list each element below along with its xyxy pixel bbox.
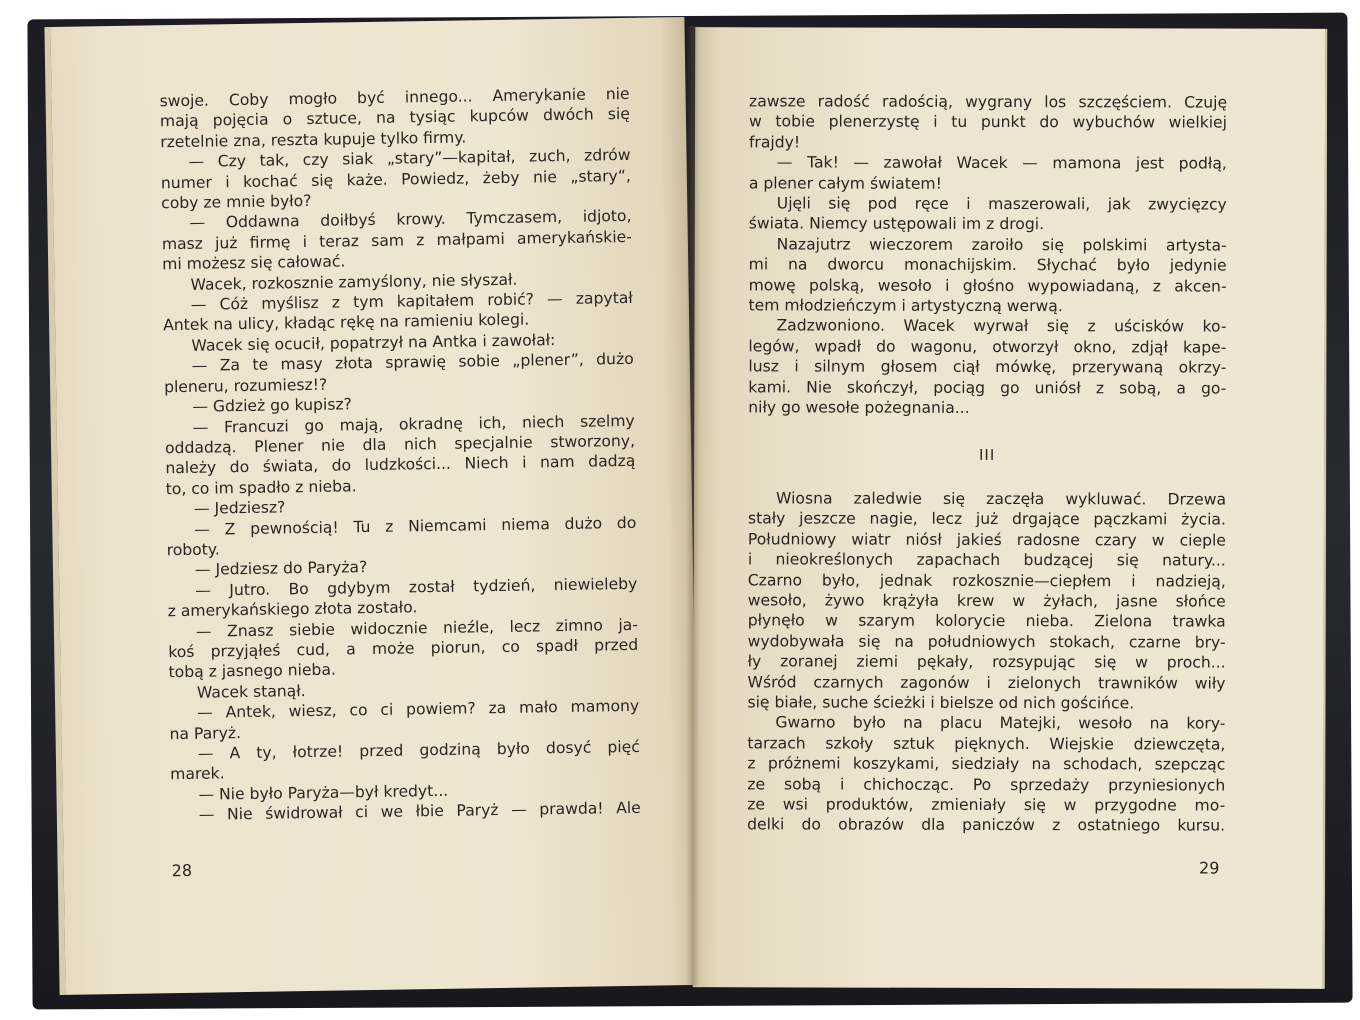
text-line: — Z pewnością! Tu z Niemcami niema dużo do — [194, 513, 637, 539]
text-line: Gwarno było na placu Matejki, wesoło na kory- — [775, 713, 1226, 733]
text-line: — Jutro. Bo gdybym został tydzień, niewieleby — [195, 574, 638, 600]
text-line: mają pojęcia o sztuce, na tysiąc kupców dwóch się — [159, 105, 631, 131]
text-line: ły zoranej ziemi pękały, rozsypując się w proch... — [747, 652, 1226, 672]
text-line: Wśród czarnych zagonów i zielonych trawników wiły — [747, 672, 1226, 693]
text-line: z próżnemi koszykami, siedziały na schodach, szepcząc — [747, 754, 1226, 774]
text-line: ze sobą i chichocząc. Po sprzedaży przyniesionych — [747, 774, 1226, 795]
text-line: — Znasz siebie widocznie nieźle, lecz zimno ja- — [195, 615, 639, 641]
text-line: tobą z jasnego nieba. — [168, 660, 337, 682]
right-page — [693, 27, 1328, 989]
text-line: — Francuzi go mają, okradnę ich, niech szelmy — [192, 411, 635, 437]
text-line: — Gdzież go kupisz? — [192, 395, 352, 416]
text-line: tarzach szkoły sztuk pięknych. Wiejskie dziewczęta, — [747, 734, 1226, 754]
text-line: zawsze radość radością, wygrany los szczęściem. Czuję — [749, 92, 1228, 112]
left-page-text — [159, 84, 640, 826]
text-line: to, co im spadło z nieba. — [165, 476, 357, 498]
text-line: w tobie plenerzystę i tu punkt do wybuchów wielkiej — [748, 112, 1228, 132]
right-page-number: 29 — [1199, 858, 1220, 878]
text-line: stały jeszcze nagie, lecz już drgające pączkami życia. — [747, 509, 1226, 529]
right-page-text — [747, 91, 1227, 836]
text-line: swoje. Coby mogło być innego... Amerykanie nie — [159, 84, 630, 111]
text-line: mi możesz się całować. — [162, 252, 346, 274]
text-line: Wacek się ocucił, popatrzył na Antka i zawołał: — [191, 330, 556, 355]
text-line: Wacek stanął. — [196, 681, 306, 702]
chapter-heading: III — [978, 445, 996, 464]
text-line: koś przyjąłeś cud, a może piorun, co spadł przed — [168, 635, 639, 662]
text-line: wydobywała się na południowych stokach, czarne bry- — [747, 632, 1226, 652]
text-line: marek. — [170, 764, 225, 784]
text-line: oddadzą. Plener nie dla nich specjalnie stworzony, — [164, 431, 636, 458]
text-line: z amerykańskiego złota zostało. — [167, 598, 418, 621]
text-line: — Tak! — zawołał Wacek — mamona jest podłą, — [776, 153, 1227, 173]
text-line: Zadzwoniono. Wacek wyrwał się z uścisków ko- — [776, 316, 1227, 337]
text-line: i nieokreślonych zapachach budzącej się natury... — [747, 550, 1226, 570]
text-line: Ujęli się pod ręce i maszerowali, jak zwycięzcy — [776, 194, 1227, 214]
left-page — [44, 17, 699, 995]
text-line: legów, wpadł do wagonu, otworzył okno, zdjął kape- — [748, 337, 1227, 357]
left-page-number: 28 — [171, 860, 193, 881]
text-line: a plener całym światem! — [748, 173, 942, 193]
text-line: delki do obrazów dla paniczów z ostatniego kursu. — [747, 815, 1226, 835]
text-line: — Nie było Paryża—był kredyt... — [198, 781, 449, 804]
text-line: — Czy tak, czy siak „stary”—kapitał, zuch, zdrów — [188, 146, 631, 172]
text-line: lusz i silnym głosem ciął mówkę, przerywaną okrzy- — [748, 357, 1227, 377]
text-line: — Jedziesz do Paryża? — [194, 558, 368, 580]
text-line: płynęło w szarym kolorycie nieba. Zielona trawka — [747, 611, 1226, 631]
text-line: — A ty, łotrze! przed godziną było dosyć pięć — [197, 737, 640, 763]
text-line: rzetelnie zna, reszta kupuje tylko firmy. — [160, 128, 467, 152]
text-line: Wacek, rozkosznie zamyślony, nie słyszał. — [190, 270, 518, 294]
text-line: Południowy wiatr niósł jakieś radosne czary w cieple — [747, 530, 1226, 550]
text-line: — Cóż myślisz z tym kapitałem robić? — zapytał — [190, 288, 633, 314]
text-line: mi na dworcu monachijskim. Słychać było jedynie — [748, 255, 1227, 275]
text-line: się białe, suche ścieżki i bielsze od nich gościńce. — [747, 693, 1135, 713]
text-line: Wiosna zaledwie się zaczęła wykluwać. Drzewa — [776, 489, 1227, 509]
text-line: kami. Nie skończył, pociąg go uniósł z sobą, a go- — [748, 378, 1227, 398]
text-line: tem młodzieńczym i artystyczną werwą. — [748, 296, 1063, 316]
text-line: mowę polską, wesoło i głośno wypowiadaną, z akcen- — [748, 275, 1227, 296]
text-line: masz już firmę i teraz sam z małpami amerykańskie- — [161, 227, 632, 254]
text-line: na Paryż. — [169, 723, 242, 743]
text-line: Antek na ulicy, kładąc rękę na ramieniu kolegi. — [163, 310, 530, 335]
text-line: — Oddawna doiłbyś krowy. Tymczasem, idjoto, — [189, 207, 632, 233]
text-line: należy do świata, do ludzkości... Niech i nam dadzą — [165, 452, 636, 478]
text-line: wesoło, żywo krążyła krew w żyłach, jasne słońce — [747, 591, 1226, 611]
text-line: — Nie świdrował ci we łbie Paryż — prawda! Ale — [198, 799, 641, 824]
text-line: świata. Niemcy ustępowali im z drogi. — [748, 214, 1045, 234]
right-page-text-before-heading — [748, 91, 1227, 419]
text-line: — Za te masy złota sprawię sobie „plener”, dużo — [191, 350, 634, 376]
text-line: — Antek, wiesz, co ci powiem? za mało mamony — [197, 697, 640, 722]
book-gutter — [686, 26, 700, 986]
text-line: pleneru, rozumiesz!? — [163, 375, 328, 396]
text-line: niły go wesołe pożegnania... — [748, 398, 970, 417]
text-line: ze wsi produktów, zmieniały się w przygodne mo- — [747, 795, 1226, 815]
text-line: frajdy! — [748, 133, 801, 152]
text-line: Czarno było, jednak rozkosznie—ciepłem i nadzieją, — [747, 570, 1226, 591]
text-line: coby ze mnie było? — [161, 191, 312, 213]
text-line: Nazajutrz wieczorem zaroiło się polskimi artysta- — [776, 235, 1227, 255]
text-line: — Jedziesz? — [193, 498, 286, 518]
text-line: roboty. — [166, 540, 220, 560]
text-line: numer i kochać się każe. Powiedz, żeby nie „stary“, — [160, 166, 631, 192]
right-page-text-after-heading — [747, 488, 1226, 836]
